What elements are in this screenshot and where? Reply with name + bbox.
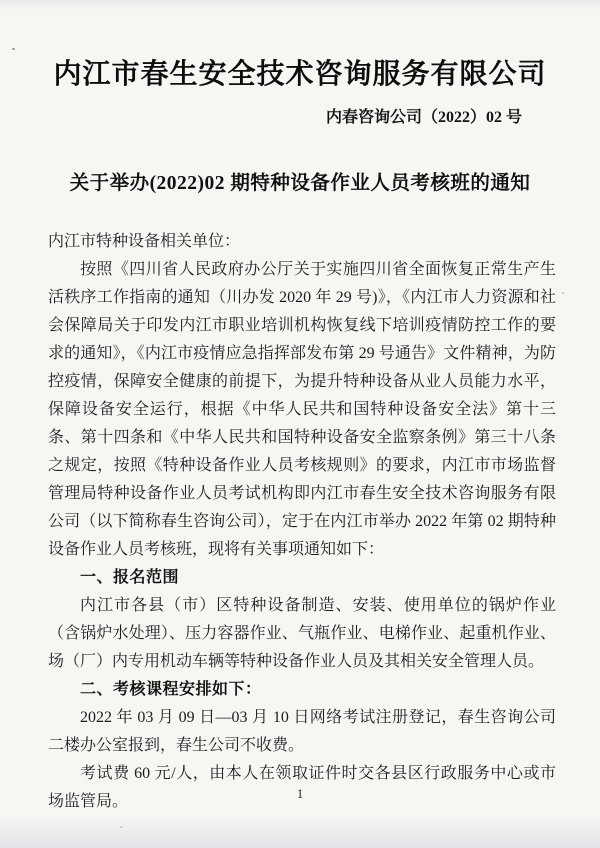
salutation: 内江市特种设备相关单位： <box>48 233 241 250</box>
notice-title: 关于举办(2022)02 期特种设备作业人员考核班的通知 <box>69 173 531 194</box>
section-2-heading: 二、考核课程安排如下： <box>80 681 262 698</box>
document-number: 内春咨询公司（2022）02 号 <box>325 109 522 126</box>
section-1-heading: 一、报名范围 <box>80 569 180 586</box>
page-number: 1 <box>296 786 304 801</box>
section-1-paragraph: 内江市各县（市）区特种设备制造、安装、使用单位的锅炉作业（含锅炉水处理）、压力容器作业、气瓶作业、电梯作业、起重机作业、场（厂）内专用机动车辆等特种设备作业人员及其相关安全管理人员。 <box>48 597 556 670</box>
company-title: 内江市春生安全技术咨询服务有限公司 <box>53 59 547 90</box>
intro-paragraph: 按照《四川省人民政府办公厅关于实施四川省全面恢复正常生产生活秩序工作指南的通知（川办发 2020 年 29 号)》，《内江市人力资源和社会保障局关于印发内江市职业培训机构恢复线下培训疫情防控工作的要求的通知》，《内江市疫情应急指挥部发布第 29 号通告》文件精神，为防控疫情，保障安全健康的前提下，为提升特种设备从业人员能力水平，保障设备安全运行，根据《中华人民共和国特种设备安全法》第十三条、第十四条和《中华人民共和国特种设备安全监察条例》第三十八条之规定，按照《特种设备作业人员考核规则》的要求，内江市市场监督管理局特种设备作业人员考试机构即内江市春生安全技术咨询服务有限公司（以下简称春生咨询公司），定于在内江市举办 2022 年第 02 期特种设备作业人员考核班，现将有关事项通知如下： <box>48 261 556 558</box>
scan-speck <box>120 826 123 828</box>
section-2-paragraph-2: 考试费 60 元/人，由本人在领取证件时交各县区行政服务中心或市场监管局。 <box>48 765 556 810</box>
document-body <box>48 228 556 816</box>
scan-speck <box>562 292 564 294</box>
section-2-paragraph-1: 2022 年 03 月 09 日—03 月 10 日网络考试注册登记，春生咨询公司二楼办公室报到，春生公司不收费。 <box>48 709 556 754</box>
